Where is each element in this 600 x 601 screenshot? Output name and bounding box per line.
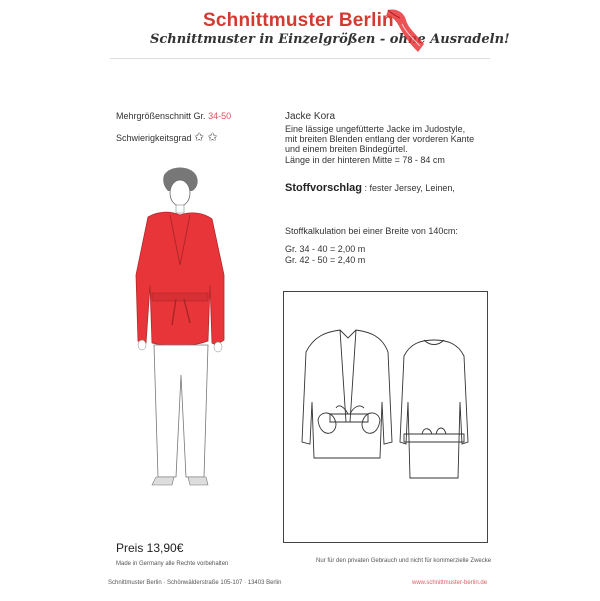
trousers [154, 345, 208, 477]
product-name: Jacke Kora [285, 111, 336, 122]
footer-made-in: Made in Germany alle Rechte vorbehalten [116, 561, 229, 567]
sizes-label: Mehrgrößenschnitt Gr. [116, 111, 206, 121]
header-divider [110, 58, 490, 59]
jacket [136, 212, 224, 346]
price: Preis 13,90€ [116, 541, 184, 555]
jacket-flat-sketch [284, 292, 487, 542]
sizes-line [116, 111, 231, 122]
footer-usage: Nur für den privaten Gebrauch und nicht für kommerzielle Zwecke [316, 558, 492, 564]
fabric-line [285, 183, 455, 194]
sizes-range: 34-50 [208, 111, 232, 121]
difficulty-line [116, 132, 218, 144]
brand-title: Schnittmuster Berlin [203, 10, 394, 31]
calc-heading: Stoffkalkulation bei einer Breite von 140cm: [285, 226, 458, 236]
fabric-heading: Stoffvorschlag [285, 182, 363, 194]
footer-address: Schnittmuster Berlin · Schönwälderstraße 105-107 · 13403 Berlin [108, 580, 282, 586]
difficulty-label: Schwierigkeitsgrad [116, 133, 192, 143]
star-outline-icon: ✩ ✩ [194, 130, 218, 144]
fabric-text: : fester Jersey, Leinen, [364, 183, 455, 193]
brand-subtitle: Schnittmuster in Einzelgrößen - ohne Ausradeln! [150, 32, 510, 47]
calc-line: Gr. 42 - 50 = 2,40 m [285, 255, 366, 265]
description-line: Länge in der hinteren Mitte = 78 - 84 cm [285, 155, 445, 165]
calc-line: Gr. 34 - 40 = 2,00 m [285, 244, 366, 254]
front-view [302, 330, 392, 458]
technical-drawing [283, 291, 488, 543]
back-view [400, 340, 468, 478]
description-line: und einem breiten Bindegürtel. [285, 144, 408, 154]
description-line: mit breiten Blenden entlang der vorderen Kante [285, 134, 475, 144]
scarf-logo-icon [382, 6, 430, 56]
face [170, 180, 190, 206]
footer-url[interactable]: www.schnittmuster-berlin.de [412, 580, 488, 586]
description-line: Eine lässige ungefütterte Jacke im Judostyle, [285, 124, 466, 134]
fashion-illustration [112, 165, 262, 495]
